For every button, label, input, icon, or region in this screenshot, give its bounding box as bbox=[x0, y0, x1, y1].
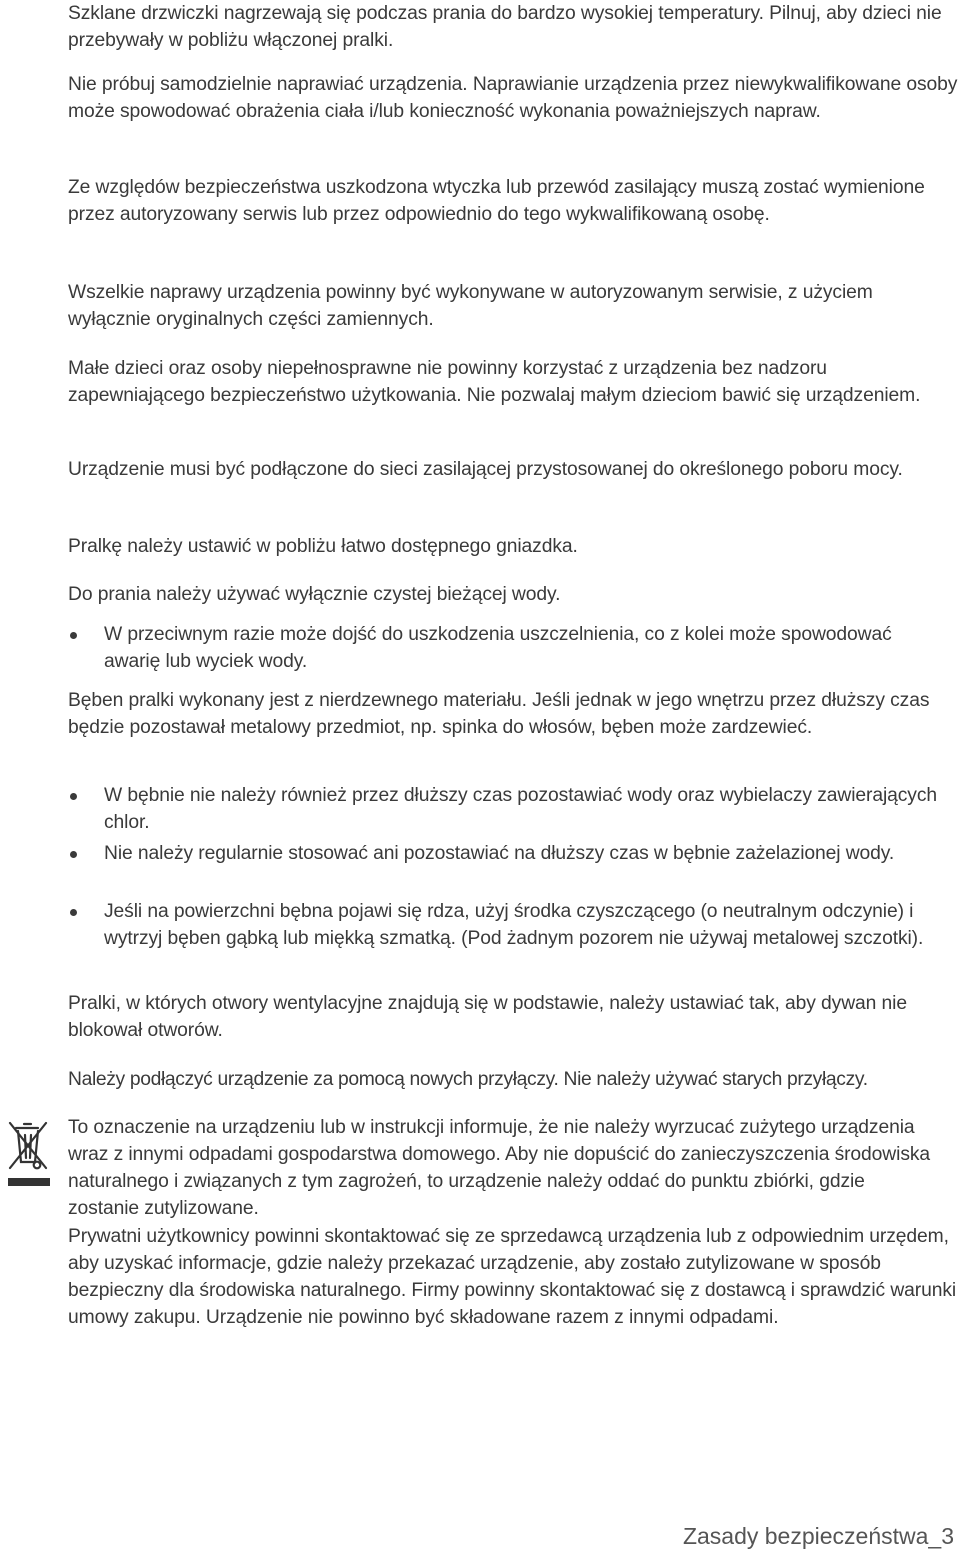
footer-section-title: Zasady bezpieczeństwa bbox=[682, 1523, 929, 1549]
bullet-rust-cleaning: Jeśli na powierzchni bębna pojawi się rdza, użyj środka czyszczącego (o neutralnym odczynie) i wytrzyj bęben gąbką lub miękką szmatką. (Pod żadnym pozorem nie używaj metalowej szczotki). bbox=[68, 898, 959, 952]
paragraph-glass-door: Szklane drzwiczki nagrzewają się podczas prania do bardzo wysokiej temperatury. Pilnuj, aby dzieci nie przebywały w pobliżu włączonej pralki. bbox=[68, 3, 942, 51]
bullet-chlorine-bleach: W bębnie nie należy również przez dłuższy czas pozostawiać wody oraz wybielaczy zawierających chlor. bbox=[68, 782, 959, 836]
page-footer bbox=[683, 1521, 954, 1551]
paragraph-no-self-repair: Nie próbuj samodzielnie naprawiać urządzenia. Naprawianie urządzenia przez niewykwalifikowane osoby może spowodować obrażenia ciała i/lub konieczność wykonania poważniejszych napraw. bbox=[68, 74, 958, 122]
footer-page-number: _3 bbox=[928, 1523, 954, 1549]
paragraph-socket-access: Pralkę należy ustawić w pobliżu łatwo dostępnego gniazdka. bbox=[68, 536, 578, 557]
bullet-seal-damage: W przeciwnym razie może dojść do uszkodzenia uszczelnienia, co z kolei może spowodować awarię lub wyciek wody. bbox=[68, 621, 924, 675]
paragraph-damaged-plug: Ze względów bezpieczeństwa uszkodzona wtyczka lub przewód zasilający muszą zostać wymienione przez autoryzowany serwis lub przez odpowiednio do tego wykwalifikowaną osobę. bbox=[68, 177, 925, 225]
paragraph-power-supply: Urządzenie musi być podłączone do sieci zasilającej przystosowanej do określonego poboru mocy. bbox=[68, 459, 903, 480]
paragraph-children-supervision: Małe dzieci oraz osoby niepełnosprawne nie powinny korzystać z urządzenia bez nadzoru zapewniającego bezpieczeństwo użytkowania. Nie pozwalaj małym dzieciom bawić się urządzeniem. bbox=[68, 358, 921, 406]
paragraph-clean-water: Do prania należy używać wyłącznie czystej bieżącej wody. bbox=[68, 584, 561, 605]
paragraph-private-users: Prywatni użytkownicy powinni skontaktować się ze sprzedawcą urządzenia lub z odpowiednim urzędem, aby uzyskać informacje, gdzie należy przekazać urządzenie, aby zostało zutylizowane w sposób bezpieczny dla środowiska naturalnego. Firmy powinny skontaktować się z dostawcą i sprawdzić warunki umowy zakupu. Urządzenie nie powinno być składowane razem z innymi odpadami. bbox=[68, 1226, 957, 1328]
paragraph-stainless-drum: Bęben pralki wykonany jest z nierdzewnego materiału. Jeśli jednak w jego wnętrzu przez dłuższy czas będzie pozostawał metalowy przedmiot, np. spinka do włosów, bęben może zardzewieć. bbox=[68, 690, 930, 738]
paragraph-ventilation-openings: Pralki, w których otwory wentylacyjne znajdują się w podstawie, należy ustawiać tak, aby dywan nie blokował otworów. bbox=[68, 993, 907, 1041]
paragraph-weee-marking: To oznaczenie na urządzeniu lub w instrukcji informuje, że nie należy wyrzucać zużytego urządzenia wraz z innymi odpadami gospodarstwa domowego. Aby nie dopuścić do zanieczyszczenia środowiska naturalnego i związanych z tym zagrożeń, to urządzenie należy oddać do punktu zbiórki, gdzie zostanie zutylizowane. bbox=[68, 1117, 931, 1219]
crossed-out-wheelie-bin-icon bbox=[6, 1118, 52, 1190]
paragraph-new-hoses: Należy podłączyć urządzenie za pomocą nowych przyłączy. Nie należy używać starych przyłączy. bbox=[68, 1069, 868, 1090]
bullet-iron-water: Nie należy regularnie stosować ani pozostawiać na dłuższy czas w bębnie zażelazionej wody. bbox=[68, 840, 959, 867]
paragraph-authorized-service: Wszelkie naprawy urządzenia powinny być wykonywane w autoryzowanym serwisie, z użyciem wyłącznie oryginalnych części zamiennych. bbox=[68, 282, 873, 330]
